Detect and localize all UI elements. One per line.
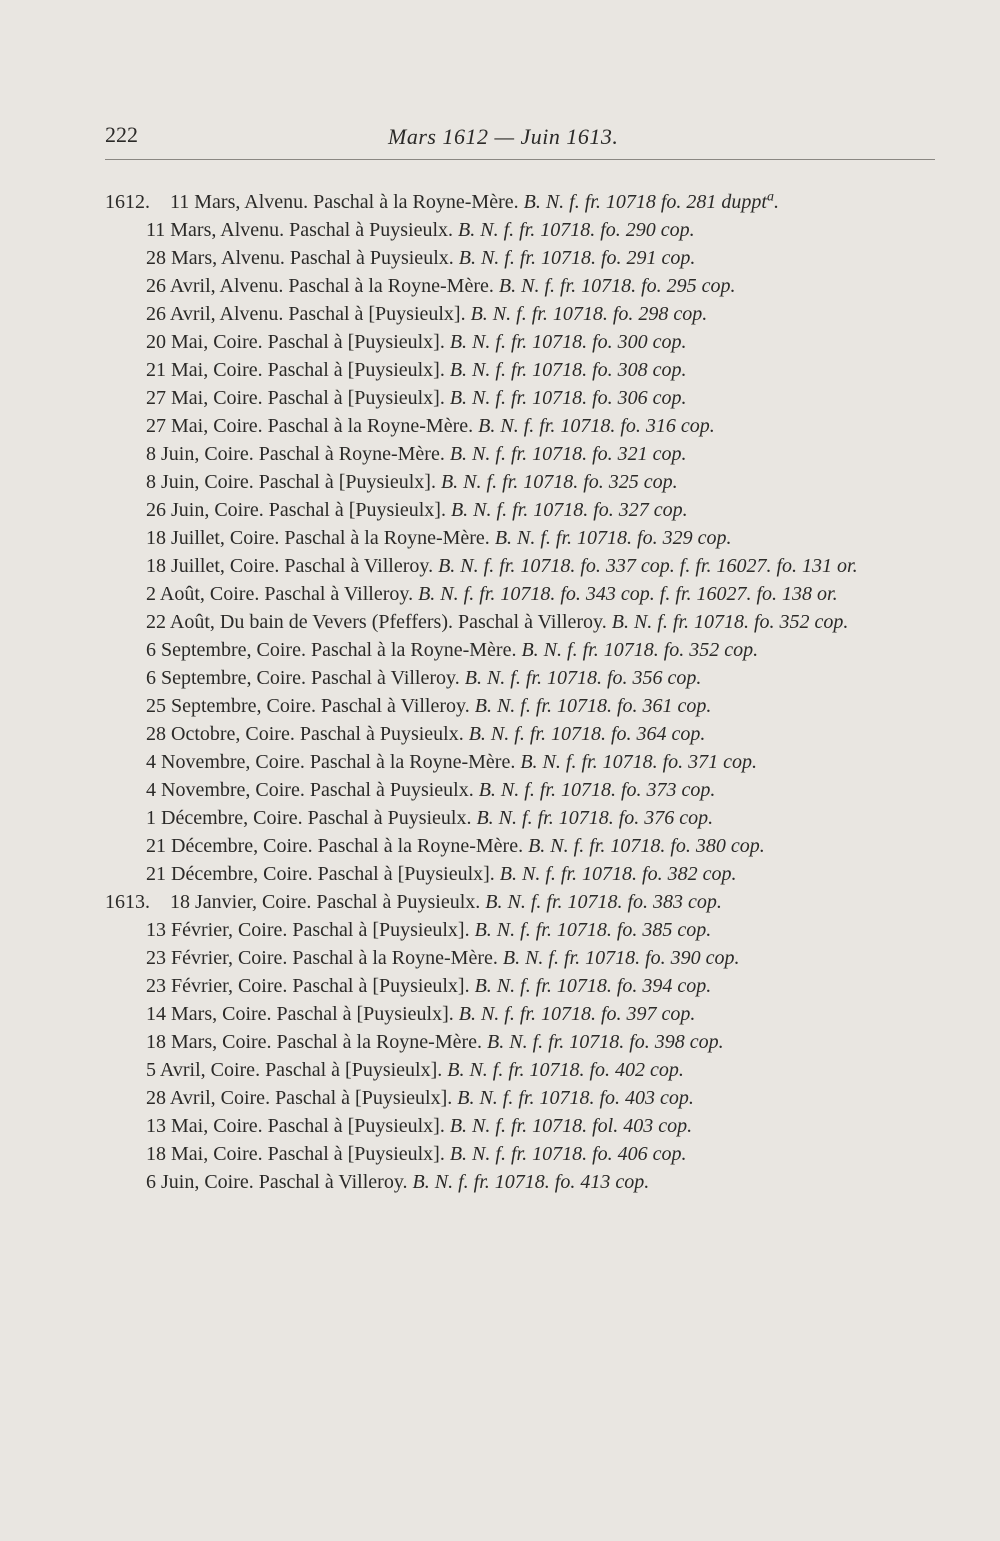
entry-source: B. N. f. fr. 10718. fo. 371 cop. <box>520 751 757 773</box>
list-item <box>105 722 940 747</box>
entry-text: 27 Mai, Coire. Paschal à [Puysieulx]. <box>146 387 445 409</box>
entry-text: 26 Juin, Coire. Paschal à [Puysieulx]. <box>146 499 446 521</box>
entry-source: B. N. f. fr. 10718. fo. 329 cop. <box>494 527 732 549</box>
entry-source: B. N. f. fr. 10718. fo. 308 cop. <box>449 359 687 381</box>
entry-source: B. N. f. fr. 10718. fo. 382 cop. <box>499 863 737 885</box>
entry-text: 18 Juillet, Coire. Paschal à Villeroy. <box>146 555 434 577</box>
page-header <box>105 120 935 160</box>
entry-source: B. N. f. fr. 10718. fo. 291 cop. <box>458 247 696 269</box>
list-item <box>105 274 940 299</box>
entry-source: B. N. f. fr. 10718. fo. 403 cop. <box>457 1087 694 1109</box>
entry-text: 23 Février, Coire. Paschal à la Royne-Mère. <box>146 947 498 969</box>
entry-source: B. N. f. fr. 10718. fo. 327 cop. <box>450 499 688 521</box>
entry-source: B. N. f. fr. 10718. fo. 300 cop. <box>449 331 687 353</box>
entry-text: 28 Avril, Coire. Paschal à [Puysieulx]. <box>146 1087 453 1109</box>
list-item <box>105 694 940 719</box>
entry-text: 1 Décembre, Coire. Paschal à Puysieulx. <box>146 807 472 829</box>
entry-source: B. N. f. fr. 10718. fo. 306 cop. <box>449 387 687 409</box>
header-rule <box>105 159 935 160</box>
entry-text: 13 Février, Coire. Paschal à [Puysieulx]. <box>146 919 470 941</box>
entry-text: 14 Mars, Coire. Paschal à [Puysieulx]. <box>146 1003 454 1025</box>
entry-text: 18 Juillet, Coire. Paschal à la Royne-Mère. <box>146 527 490 549</box>
list-item <box>105 246 940 271</box>
entry-text: 26 Avril, Alvenu. Paschal à [Puysieulx]. <box>146 303 466 325</box>
entry-text: 4 Novembre, Coire. Paschal à la Royne-Mère. <box>146 751 516 773</box>
entry-source: B. N. f. fr. 10718. fo. 373 cop. <box>478 779 716 801</box>
list-item <box>105 946 940 971</box>
entry-text: 6 Juin, Coire. Paschal à Villeroy. <box>146 1171 408 1193</box>
list-item <box>105 1002 940 1027</box>
list-item <box>105 330 940 355</box>
entry-text: 23 Février, Coire. Paschal à [Puysieulx]. <box>146 975 470 997</box>
entry-source: B. N. f. fr. 10718. fo. 383 cop. <box>485 891 722 913</box>
entry-source: B. N. f. fr. 10718. fo. 413 cop. <box>412 1171 650 1193</box>
entry-text: 13 Mai, Coire. Paschal à [Puysieulx]. <box>146 1115 445 1137</box>
entry-text: 8 Juin, Coire. Paschal à Royne-Mère. <box>146 443 445 465</box>
entry-text: 21 Décembre, Coire. Paschal à [Puysieulx]. <box>146 863 495 885</box>
entry-source: B. N. f. fr. 10718. fo. 352 cop. <box>611 611 849 633</box>
entry-source: B. N. f. fr. 10718. fo. 352 cop. <box>521 639 759 661</box>
entry-source: B. N. f. fr. 10718. fo. 290 cop. <box>458 219 695 241</box>
entry-list <box>105 190 940 1198</box>
list-item <box>105 1086 940 1111</box>
list-item <box>105 1170 940 1195</box>
entry-source: B. N. f. fr. 10718. fo. 390 cop. <box>502 947 740 969</box>
entry-source: B. N. f. fr. 10718. fo. 361 cop. <box>474 695 712 717</box>
entry-source: B. N. f. fr. 10718. fo. 298 cop. <box>470 303 708 325</box>
entry-text: 18 Mars, Coire. Paschal à la Royne-Mère. <box>146 1031 483 1053</box>
entry-source: B. N. f. fr. 10718. fol. 403 cop. <box>449 1115 693 1137</box>
entry-text: 8 Juin, Coire. Paschal à [Puysieulx]. <box>146 471 436 493</box>
entry-text: 11 Mars, Alvenu. Paschal à Puysieulx. <box>146 219 454 241</box>
entry-source: B. N. f. fr. 10718. fo. 397 cop. <box>458 1003 696 1025</box>
entry-text: 27 Mai, Coire. Paschal à la Royne-Mère. <box>146 415 474 437</box>
list-item <box>105 638 940 663</box>
list-item <box>105 386 940 411</box>
list-item <box>105 358 940 383</box>
entry-text: 28 Mars, Alvenu. Paschal à Puysieulx. <box>146 247 454 269</box>
list-item <box>105 526 940 551</box>
list-item <box>105 918 940 943</box>
entry-text: 22 Août, Du bain de Vevers (Pfeffers). Paschal à Villeroy. <box>146 611 607 633</box>
list-item <box>105 1114 940 1139</box>
entry-source: B. N. f. fr. 10718. fo. 321 cop. <box>449 443 687 465</box>
entry-text: 2 Août, Coire. Paschal à Villeroy. <box>146 583 414 605</box>
entry-source: B. N. f. fr. 10718. fo. 398 cop. <box>487 1031 724 1053</box>
entry-source: B. N. f. fr. 10718. fo. 406 cop. <box>449 1143 687 1165</box>
list-item <box>105 666 940 691</box>
list-item <box>105 1030 940 1055</box>
entry-source: B. N. f. fr. 10718. fo. 316 cop. <box>478 415 715 437</box>
entry-text: 26 Avril, Alvenu. Paschal à la Royne-Mère. <box>146 275 494 297</box>
list-item <box>105 470 940 495</box>
entry-source: B. N. f. fr. 10718. fo. 385 cop. <box>474 919 712 941</box>
list-item <box>105 806 940 831</box>
list-item <box>105 1142 940 1167</box>
entry-source: B. N. f. fr. 10718. fo. 402 cop. <box>447 1059 684 1081</box>
entry-year: 1613. <box>105 891 150 913</box>
entry-source: B. N. f. fr. 10718 fo. 281 duppt <box>523 191 767 213</box>
entry-text: 18 Mai, Coire. Paschal à [Puysieulx]. <box>146 1143 445 1165</box>
list-item <box>105 582 940 607</box>
entry-text: 6 Septembre, Coire. Paschal à la Royne-Mère. <box>146 639 517 661</box>
list-item <box>105 442 940 467</box>
entry-source: B. N. f. fr. 10718. fo. 394 cop. <box>474 975 712 997</box>
list-item <box>105 890 940 915</box>
entry-text: 28 Octobre, Coire. Paschal à Puysieulx. <box>146 723 464 745</box>
entry-source: B. N. f. fr. 10718. fo. 337 cop. f. fr. 16027. fo. 131 or. <box>438 555 858 577</box>
list-item <box>105 1058 940 1083</box>
entry-source: B. N. f. fr. 10718. fo. 364 cop. <box>468 723 706 745</box>
list-item <box>105 498 940 523</box>
entry-superscript: a <box>766 189 774 205</box>
running-head: Mars 1612 — Juin 1613. <box>388 124 619 149</box>
entry-text: 21 Décembre, Coire. Paschal à la Royne-Mère. <box>146 835 524 857</box>
entry-text: 21 Mai, Coire. Paschal à [Puysieulx]. <box>146 359 445 381</box>
list-item <box>105 834 940 859</box>
entry-text: 6 Septembre, Coire. Paschal à Villeroy. <box>146 667 460 689</box>
list-item <box>105 554 940 579</box>
entry-text: 20 Mai, Coire. Paschal à [Puysieulx]. <box>146 331 445 353</box>
entry-source: B. N. f. fr. 10718. fo. 343 cop. f. fr. 16027. fo. 138 or. <box>418 583 838 605</box>
list-item <box>105 974 940 999</box>
entry-source: B. N. f. fr. 10718. fo. 325 cop. <box>440 471 678 493</box>
entry-year: 1612. <box>105 191 150 213</box>
list-item <box>105 302 940 327</box>
list-item <box>105 190 940 215</box>
entry-tail: . <box>773 191 779 213</box>
entry-source: B. N. f. fr. 10718. fo. 380 cop. <box>528 835 765 857</box>
list-item <box>105 862 940 887</box>
list-item <box>105 218 940 243</box>
entry-text: 18 Janvier, Coire. Paschal à Puysieulx. <box>170 891 481 913</box>
entry-source: B. N. f. fr. 10718. fo. 376 cop. <box>476 807 714 829</box>
list-item <box>105 778 940 803</box>
page-number: 222 <box>105 122 138 147</box>
entry-text: 4 Novembre, Coire. Paschal à Puysieulx. <box>146 779 474 801</box>
entry-source: B. N. f. fr. 10718. fo. 295 cop. <box>498 275 736 297</box>
list-item <box>105 750 940 775</box>
entry-text: 5 Avril, Coire. Paschal à [Puysieulx]. <box>146 1059 443 1081</box>
list-item <box>105 414 940 439</box>
entry-source: B. N. f. fr. 10718. fo. 356 cop. <box>464 667 702 689</box>
entry-text: 11 Mars, Alvenu. Paschal à la Royne-Mère. <box>170 191 519 213</box>
entry-text: 25 Septembre, Coire. Paschal à Villeroy. <box>146 695 470 717</box>
list-item <box>105 610 940 635</box>
